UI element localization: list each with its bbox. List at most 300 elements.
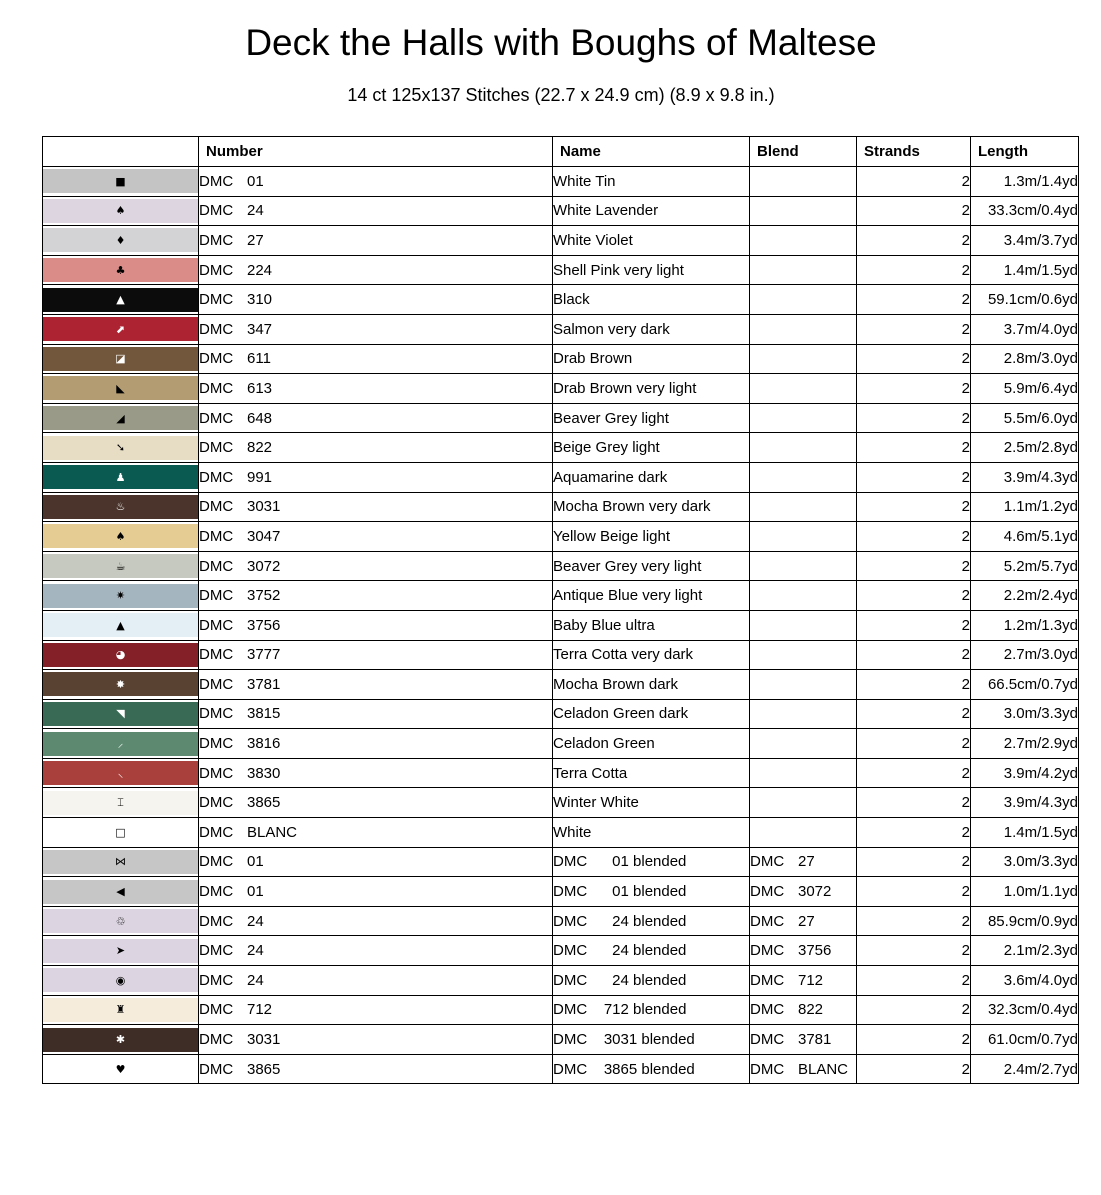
thread-brand: DMC [199, 912, 234, 930]
thread-number: 3816 [247, 735, 281, 753]
thread-name: DMC 24 blended [553, 936, 750, 966]
blend-number: 3781 [798, 1031, 832, 1049]
strands-value: 2 [857, 196, 971, 226]
color-swatch-cell [43, 966, 199, 996]
stitch-symbol-icon: ◀ [116, 885, 125, 899]
table-row [43, 906, 1079, 936]
thread-name: DMC 01 blended [553, 847, 750, 877]
thread-name: Mocha Brown dark [553, 670, 750, 700]
color-swatch-cell [43, 581, 199, 611]
blend-cell [750, 788, 857, 818]
length-value: 59.1cm/0.6yd [971, 285, 1079, 315]
thread-brand: DMC [199, 557, 234, 575]
thread-brand: DMC [199, 823, 234, 841]
color-swatch-cell [43, 936, 199, 966]
table-row [43, 966, 1079, 996]
table-row [43, 877, 1079, 907]
stitch-symbol-icon: ⸝ [117, 737, 124, 751]
thread-number: 3781 [247, 675, 281, 693]
color-swatch-cell [43, 729, 199, 759]
color-swatch-cell [43, 699, 199, 729]
thread-number-cell [199, 403, 553, 433]
stitch-symbol-icon: ➘ [115, 441, 126, 455]
stitch-symbol-icon: ◢ [116, 411, 125, 425]
color-swatch [43, 169, 198, 193]
strands-value: 2 [857, 374, 971, 404]
length-value: 2.7m/3.0yd [971, 640, 1079, 670]
blend-cell [750, 670, 857, 700]
table-row [43, 403, 1079, 433]
length-value: 2.7m/2.9yd [971, 729, 1079, 759]
thread-number-cell [199, 344, 553, 374]
header-blend: Blend [750, 137, 857, 167]
thread-number-cell [199, 492, 553, 522]
stitch-symbol-icon: ◕ [115, 648, 126, 662]
strands-value: 2 [857, 610, 971, 640]
thread-number-cell [199, 226, 553, 256]
length-value: 3.7m/4.0yd [971, 314, 1079, 344]
blend-number: 27 [798, 912, 815, 930]
table-row [43, 226, 1079, 256]
thread-number-cell [199, 285, 553, 315]
table-row [43, 522, 1079, 552]
length-value: 85.9cm/0.9yd [971, 906, 1079, 936]
thread-brand: DMC [199, 705, 234, 723]
strands-value: 2 [857, 403, 971, 433]
thread-number: 3777 [247, 646, 281, 664]
thread-name: DMC 24 blended [553, 966, 750, 996]
thread-number: BLANC [247, 823, 298, 841]
thread-brand: DMC [199, 616, 234, 634]
blend-number: 3072 [798, 883, 832, 901]
color-swatch-cell [43, 551, 199, 581]
stitch-symbol-icon: ✱ [115, 1033, 126, 1047]
blend-cell [750, 196, 857, 226]
table-row [43, 581, 1079, 611]
stitch-symbol-icon: ☕ [115, 559, 126, 573]
blend-cell [750, 610, 857, 640]
thread-number: 01 [247, 883, 264, 901]
blend-cell [750, 492, 857, 522]
blend-brand: DMC [750, 883, 785, 901]
blend-cell [750, 226, 857, 256]
header-number: Number [199, 137, 553, 167]
stitch-symbol-icon: ♟ [115, 470, 126, 484]
color-swatch [43, 495, 198, 519]
thread-brand: DMC [199, 853, 234, 871]
length-value: 3.0m/3.3yd [971, 847, 1079, 877]
strands-value: 2 [857, 492, 971, 522]
thread-number-cell [199, 462, 553, 492]
strands-value: 2 [857, 847, 971, 877]
blend-cell [750, 462, 857, 492]
thread-name: Terra Cotta [553, 758, 750, 788]
thread-name: White Tin [553, 167, 750, 197]
color-swatch [43, 820, 198, 844]
color-swatch-cell [43, 344, 199, 374]
color-swatch [43, 998, 198, 1022]
strands-value: 2 [857, 551, 971, 581]
color-swatch [43, 524, 198, 548]
thread-name: Terra Cotta very dark [553, 640, 750, 670]
blend-cell [750, 433, 857, 463]
thread-number-cell [199, 1025, 553, 1055]
blend-number: 712 [798, 971, 824, 989]
strands-value: 2 [857, 462, 971, 492]
length-value: 32.3cm/0.4yd [971, 995, 1079, 1025]
header-name: Name [553, 137, 750, 167]
thread-number-cell [199, 758, 553, 788]
blend-cell [750, 847, 857, 877]
blend-cell [750, 729, 857, 759]
thread-number: 3815 [247, 705, 281, 723]
thread-brand: DMC [199, 172, 234, 190]
blend-cell [750, 936, 857, 966]
thread-name: Baby Blue ultra [553, 610, 750, 640]
thread-number-cell [199, 610, 553, 640]
color-swatch [43, 584, 198, 608]
table-row [43, 1025, 1079, 1055]
length-value: 1.4m/1.5yd [971, 255, 1079, 285]
table-row [43, 285, 1079, 315]
blend-cell [750, 581, 857, 611]
thread-name: Mocha Brown very dark [553, 492, 750, 522]
blend-number: 27 [798, 853, 815, 871]
color-swatch [43, 465, 198, 489]
table-row [43, 374, 1079, 404]
thread-brand: DMC [199, 231, 234, 249]
color-swatch [43, 258, 198, 282]
color-swatch [43, 554, 198, 578]
thread-number: 3756 [247, 616, 281, 634]
thread-number-cell [199, 729, 553, 759]
length-value: 2.4m/2.7yd [971, 1054, 1079, 1084]
thread-number: 3031 [247, 498, 281, 516]
thread-number: 24 [247, 202, 264, 220]
table-row [43, 847, 1079, 877]
thread-number-cell [199, 1054, 553, 1084]
page-subtitle: 14 ct 125x137 Stitches (22.7 x 24.9 cm) (8.9 x 9.8 in.) [347, 85, 775, 105]
length-value: 66.5cm/0.7yd [971, 670, 1079, 700]
color-swatch-cell [43, 1054, 199, 1084]
thread-brand: DMC [199, 261, 234, 279]
thread-brand: DMC [199, 439, 234, 457]
thread-name: White [553, 818, 750, 848]
stitch-symbol-icon: □ [115, 825, 126, 839]
thread-number-cell [199, 906, 553, 936]
table-row [43, 788, 1079, 818]
thread-name: Shell Pink very light [553, 255, 750, 285]
strands-value: 2 [857, 966, 971, 996]
thread-number-cell [199, 255, 553, 285]
length-value: 1.1m/1.2yd [971, 492, 1079, 522]
stitch-symbol-icon: ◪ [115, 352, 126, 366]
stitch-symbol-icon: ♠ [115, 204, 126, 218]
thread-number: 991 [247, 468, 273, 486]
table-row [43, 344, 1079, 374]
header-symbol [43, 137, 199, 167]
thread-name: Black [553, 285, 750, 315]
page-title: Deck the Halls with Boughs of Maltese [245, 22, 877, 63]
color-swatch [43, 347, 198, 371]
thread-number: 24 [247, 971, 264, 989]
length-value: 3.9m/4.2yd [971, 758, 1079, 788]
table-row [43, 936, 1079, 966]
color-swatch [43, 317, 198, 341]
table-body [43, 167, 1079, 1084]
thread-number: 3865 [247, 1060, 281, 1078]
color-swatch-cell [43, 610, 199, 640]
length-value: 1.4m/1.5yd [971, 818, 1079, 848]
blend-cell [750, 818, 857, 848]
stitch-symbol-icon: ⌶ [117, 795, 124, 809]
strands-value: 2 [857, 344, 971, 374]
thread-legend-table [42, 136, 1079, 1084]
thread-number: 3752 [247, 587, 281, 605]
thread-brand: DMC [199, 764, 234, 782]
thread-number: 24 [247, 942, 264, 960]
thread-number-cell [199, 788, 553, 818]
thread-name: Beaver Grey very light [553, 551, 750, 581]
thread-number-cell [199, 581, 553, 611]
color-swatch [43, 702, 198, 726]
thread-brand: DMC [199, 1001, 234, 1019]
blend-cell [750, 1054, 857, 1084]
blend-cell [750, 403, 857, 433]
stitch-symbol-icon: ♦ [115, 233, 126, 247]
blend-number: 822 [798, 1001, 824, 1019]
table-row [43, 640, 1079, 670]
thread-number: 310 [247, 291, 273, 309]
table-row [43, 729, 1079, 759]
color-swatch [43, 1057, 198, 1081]
length-value: 33.3cm/0.4yd [971, 196, 1079, 226]
color-swatch [43, 791, 198, 815]
strands-value: 2 [857, 670, 971, 700]
color-swatch-cell [43, 196, 199, 226]
color-swatch-cell [43, 877, 199, 907]
thread-brand: DMC [199, 498, 234, 516]
blend-cell [750, 758, 857, 788]
color-swatch [43, 732, 198, 756]
color-swatch-cell [43, 818, 199, 848]
table-row [43, 255, 1079, 285]
color-swatch [43, 939, 198, 963]
color-swatch-cell [43, 226, 199, 256]
table-row [43, 995, 1079, 1025]
thread-number: 611 [247, 350, 271, 368]
thread-number-cell [199, 640, 553, 670]
blend-cell [750, 522, 857, 552]
blend-cell [750, 1025, 857, 1055]
stitch-symbol-icon: ✸ [115, 677, 126, 691]
stitch-symbol-icon: ◉ [115, 973, 126, 987]
length-value: 5.2m/5.7yd [971, 551, 1079, 581]
thread-name: Drab Brown very light [553, 374, 750, 404]
strands-value: 2 [857, 1054, 971, 1084]
stitch-symbol-icon: ▲ [116, 293, 125, 307]
thread-brand: DMC [199, 1060, 234, 1078]
thread-name: White Lavender [553, 196, 750, 226]
blend-cell [750, 906, 857, 936]
stitch-symbol-icon: ⸜ [117, 766, 124, 780]
stitch-symbol-icon: ⋈ [115, 855, 126, 869]
thread-name: Celadon Green dark [553, 699, 750, 729]
thread-brand: DMC [199, 971, 234, 989]
thread-number-cell [199, 167, 553, 197]
color-swatch-cell [43, 403, 199, 433]
thread-name: DMC 712 blended [553, 995, 750, 1025]
thread-brand: DMC [199, 468, 234, 486]
length-value: 5.9m/6.4yd [971, 374, 1079, 404]
thread-number: 01 [247, 172, 264, 190]
thread-number: 822 [247, 439, 273, 457]
blend-number: 3756 [798, 942, 832, 960]
thread-brand: DMC [199, 1031, 234, 1049]
thread-number: 3865 [247, 794, 281, 812]
length-value: 3.9m/4.3yd [971, 462, 1079, 492]
thread-number-cell [199, 551, 553, 581]
color-swatch-cell [43, 1025, 199, 1055]
blend-brand: DMC [750, 1001, 785, 1019]
thread-number-cell [199, 374, 553, 404]
strands-value: 2 [857, 285, 971, 315]
thread-brand: DMC [199, 379, 234, 397]
thread-name: Salmon very dark [553, 314, 750, 344]
blend-cell [750, 167, 857, 197]
stitch-symbol-icon: ⬈ [115, 322, 126, 336]
strands-value: 2 [857, 995, 971, 1025]
color-swatch-cell [43, 433, 199, 463]
blend-brand: DMC [750, 1060, 785, 1078]
thread-number-cell [199, 314, 553, 344]
stitch-symbol-icon: ▲ [116, 618, 125, 632]
color-swatch [43, 613, 198, 637]
color-swatch-cell [43, 995, 199, 1025]
table-row [43, 433, 1079, 463]
strands-value: 2 [857, 906, 971, 936]
table-row [43, 758, 1079, 788]
color-swatch [43, 672, 198, 696]
thread-brand: DMC [199, 409, 234, 427]
strands-value: 2 [857, 226, 971, 256]
length-value: 61.0cm/0.7yd [971, 1025, 1079, 1055]
stitch-symbol-icon: ♲ [115, 914, 126, 928]
strands-value: 2 [857, 936, 971, 966]
thread-number: 24 [247, 912, 264, 930]
thread-brand: DMC [199, 291, 234, 309]
thread-brand: DMC [199, 350, 234, 368]
thread-number-cell [199, 995, 553, 1025]
thread-number-cell [199, 847, 553, 877]
length-value: 3.0m/3.3yd [971, 699, 1079, 729]
color-swatch [43, 880, 198, 904]
strands-value: 2 [857, 699, 971, 729]
length-value: 3.9m/4.3yd [971, 788, 1079, 818]
strands-value: 2 [857, 522, 971, 552]
length-value: 1.0m/1.1yd [971, 877, 1079, 907]
thread-name: White Violet [553, 226, 750, 256]
table-row [43, 167, 1079, 197]
stitch-symbol-icon: ■ [115, 174, 126, 188]
table-row [43, 196, 1079, 226]
thread-brand: DMC [199, 527, 234, 545]
blend-brand: DMC [750, 912, 785, 930]
blend-brand: DMC [750, 971, 785, 989]
color-swatch [43, 850, 198, 874]
thread-number: 347 [247, 320, 273, 338]
table-row [43, 670, 1079, 700]
blend-brand: DMC [750, 942, 785, 960]
thread-number-cell [199, 670, 553, 700]
thread-name: Winter White [553, 788, 750, 818]
thread-name: Beaver Grey light [553, 403, 750, 433]
thread-number: 3031 [247, 1031, 281, 1049]
strands-value: 2 [857, 255, 971, 285]
thread-brand: DMC [199, 942, 234, 960]
thread-number-cell [199, 699, 553, 729]
color-swatch-cell [43, 167, 199, 197]
blend-cell [750, 344, 857, 374]
thread-number: 01 [247, 853, 264, 871]
strands-value: 2 [857, 788, 971, 818]
stitch-symbol-icon: ♥ [115, 1062, 126, 1076]
color-swatch-cell [43, 640, 199, 670]
thread-brand: DMC [199, 794, 234, 812]
thread-number-cell [199, 818, 553, 848]
thread-name: DMC 01 blended [553, 877, 750, 907]
stitch-symbol-icon: ◥ [116, 707, 125, 721]
stitch-symbol-icon: ✷ [115, 589, 126, 603]
color-swatch-cell [43, 522, 199, 552]
blend-cell [750, 966, 857, 996]
thread-number: 224 [247, 261, 273, 279]
blend-cell [750, 877, 857, 907]
color-swatch [43, 436, 198, 460]
table-row [43, 818, 1079, 848]
strands-value: 2 [857, 581, 971, 611]
color-swatch [43, 968, 198, 992]
color-swatch-cell [43, 906, 199, 936]
blend-brand: DMC [750, 1031, 785, 1049]
thread-number: 3072 [247, 557, 281, 575]
blend-cell [750, 255, 857, 285]
length-value: 3.4m/3.7yd [971, 226, 1079, 256]
header-strands: Strands [857, 137, 971, 167]
table-row [43, 314, 1079, 344]
thread-brand: DMC [199, 675, 234, 693]
color-swatch-cell [43, 314, 199, 344]
stitch-symbol-icon: ♨ [115, 500, 126, 514]
thread-number-cell [199, 936, 553, 966]
strands-value: 2 [857, 877, 971, 907]
strands-value: 2 [857, 818, 971, 848]
blend-brand: DMC [750, 853, 785, 871]
thread-name: Celadon Green [553, 729, 750, 759]
thread-name: Beige Grey light [553, 433, 750, 463]
strands-value: 2 [857, 758, 971, 788]
table-row [43, 492, 1079, 522]
thread-brand: DMC [199, 883, 234, 901]
length-value: 2.1m/2.3yd [971, 936, 1079, 966]
color-swatch-cell [43, 492, 199, 522]
strands-value: 2 [857, 314, 971, 344]
blend-cell [750, 699, 857, 729]
thread-number: 3047 [247, 527, 281, 545]
color-swatch-cell [43, 847, 199, 877]
thread-number: 3830 [247, 764, 281, 782]
length-value: 1.2m/1.3yd [971, 610, 1079, 640]
